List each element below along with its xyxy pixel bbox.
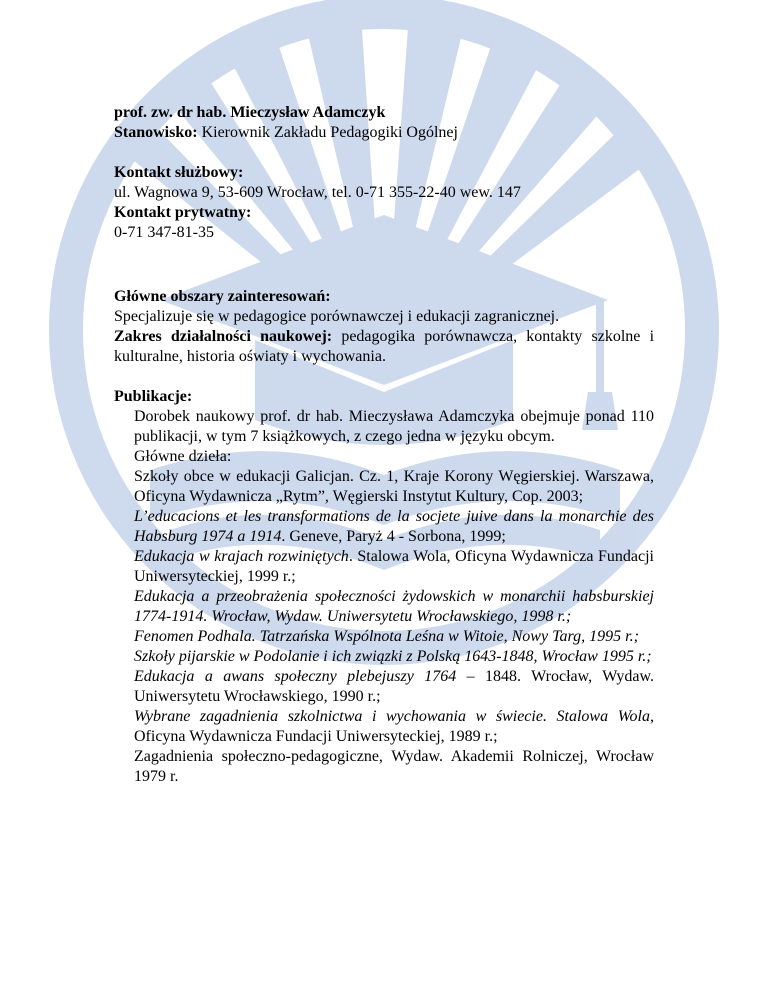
publication-title: Fenomen Podhala. Tatrzańska Wspólnota Leśna w Witoie, Nowy Targ, 1995 r.; (134, 628, 639, 645)
publication-title: Wybrane zagadnienia szkolnictwa i wychowania w świecie. Stalowa Wola, (134, 708, 654, 725)
office-contact-label: Kontakt służbowy: (114, 164, 244, 181)
interests-label: Główne obszary zainteresowań: (114, 288, 331, 305)
person-name: prof. zw. dr hab. Mieczysław Adamczyk (114, 104, 386, 121)
publication-item (134, 587, 654, 627)
interests-text: Specjalizuje się w pedagogice porównawczej i edukacji zagranicznej. (114, 308, 560, 325)
publication-item: Zagadnienia społeczno-pedagogiczne, Wydaw. Akademii Rolniczej, Wrocław 1979 r. (134, 748, 654, 785)
publication-item (134, 627, 654, 647)
publications-body (114, 407, 654, 787)
publication-title: Szkoły pijarskie w Podolanie i ich związki z Polską 1643-1848, Wrocław 1995 r.; (134, 648, 652, 665)
scope-line: Zakres działalności naukowej: pedagogika porównawcza, kontakty szkolne i kulturalne, historia oświaty i wychowania. (114, 328, 655, 365)
office-contact-value: ul. Wagnowa 9, 53-609 Wrocław, tel. 0-71 355-22-40 wew. 147 (114, 184, 521, 201)
publication-title: Edukacja w krajach rozwiniętych (134, 548, 349, 565)
publication-title: Edukacja a awans społeczny plebejuszy 1764 (134, 668, 457, 685)
position-line: Stanowisko: Kierownik Zakładu Pedagogiki Ogólnej (114, 124, 458, 141)
publications-intro: Dorobek naukowy prof. dr hab. Mieczysława Adamczyka obejmuje ponad 110 publikacji, w tym 7 książkowych, z czego jedna w języku obcym. (134, 408, 654, 445)
publication-item: Wybrane zagadnienia szkolnictwa i wychowania w świecie. Stalowa Wola, Oficyna Wydawnicza Fundacji Uniwersyteckiej, 1989 r.; (134, 708, 654, 745)
publication-list (134, 467, 654, 787)
publication-item: Szkoły obce w edukacji Galicjan. Cz. 1, Kraje Korony Węgierskiej. Warszawa, Oficyna Wydawnicza „Rytm”, Węgierski Instytut Kultury, Cop. 2003; (134, 468, 654, 505)
publication-item: L’educacions et les transformations de la socjete juive dans la monarchie des Habsburg 1974 a 1914. Geneve, Paryż 4 - Sorbona, 1999; (134, 508, 654, 545)
publication-item: Edukacja a awans społeczny plebejuszy 1764 – 1848. Wrocław, Wydaw. Uniwersytetu Wrocławskiego, 1990 r.; (134, 668, 655, 705)
private-contact-value: 0-71 347-81-35 (114, 224, 214, 241)
publication-item: Edukacja w krajach rozwiniętych. Stalowa Wola, Oficyna Wydawnicza Fundacji Uniwersyteckiej, 1999 r.; (134, 548, 655, 585)
publication-title: L’educacions et les transformations de la socjete juive dans la monarchie des Habsburg 1974 a 1914 (134, 508, 654, 545)
works-label: Główne dzieła: (134, 448, 232, 465)
document-page (114, 103, 654, 787)
publication-title: Edukacja a przeobrażenia społeczności żydowskich w monarchii habsburskiej 1774-1914. Wrocław, Wydaw. Uniwersytetu Wrocławskiego, 1998 r.; (134, 588, 654, 625)
publications-label: Publikacje: (114, 388, 193, 405)
publication-item (134, 647, 654, 667)
private-contact-label: Kontakt prytwatny: (114, 204, 252, 221)
